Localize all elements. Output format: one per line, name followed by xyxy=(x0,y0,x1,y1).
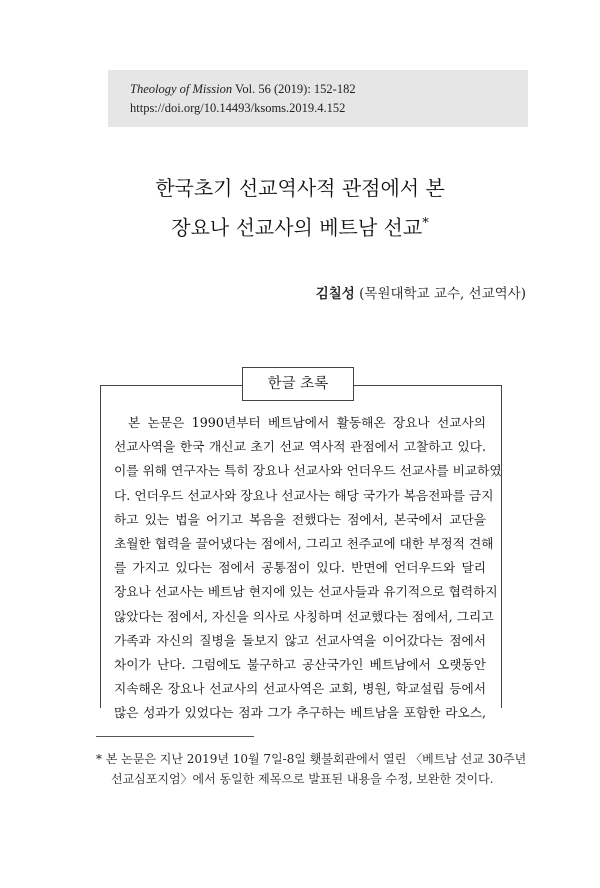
journal-name: Theology of Mission xyxy=(130,82,233,96)
abstract-line: 많은 성과가 있었다는 점과 그가 추구하는 베트남을 포함한 라오스, xyxy=(114,705,486,721)
journal-citation xyxy=(130,80,528,99)
title-line-1: 한국초기 선교역사적 관점에서 본 xyxy=(155,176,445,200)
abstract-line: 를 가지고 있다는 점에서 공통점이 있다. 반면에 언더우드와 달리 xyxy=(114,560,486,576)
abstract-line: 장요나 선교사는 베트남 현지에 있는 선교사들과 유기적으로 협력하지 xyxy=(114,584,498,600)
abstract-line: 본 논문은 1990년부터 베트남에서 활동해온 장요나 선교사의 xyxy=(128,415,486,430)
footnote-divider xyxy=(96,736,254,737)
title-footnote-marker[interactable]: * xyxy=(422,216,429,231)
abstract-line: 다. 언더우드 선교사와 장요나 선교사는 해당 국가가 복음전파를 금지 xyxy=(114,487,494,503)
title-line-2 xyxy=(0,206,600,246)
author-name: 김칠성 xyxy=(315,286,355,302)
journal-volume: Vol. 56 (2019): 152-182 xyxy=(232,82,356,96)
abstract-line: 초월한 협력을 끌어냈다는 점에서, 그리고 천주교에 대한 부정적 견해 xyxy=(114,535,494,551)
abstract-body xyxy=(114,411,502,721)
journal-doi[interactable]: https://doi.org/10.14493/ksoms.2019.4.152 xyxy=(130,101,346,115)
abstract-line: 지속해온 장요나 선교사의 선교사역은 교회, 병원, 학교설립 등에서 xyxy=(114,681,486,697)
journal-info-box xyxy=(108,70,528,127)
abstract-line: 선교사역을 한국 개신교 초기 선교 역사적 관점에서 고찰하고 있다. xyxy=(114,439,486,455)
abstract-line: 하고 있는 법을 어기고 복음을 전했다는 점에서, 본국에서 교단을 xyxy=(114,511,486,527)
author-line xyxy=(316,282,526,302)
abstract-line: 차이가 난다. 그럼에도 불구하고 공산국가인 베트남에서 오랫동안 xyxy=(114,656,486,672)
footnote-line-1: * 본 논문은 지난 2019년 10월 7일-8일 횃불회관에서 열린 〈베트남 선교 30주년 xyxy=(96,752,527,766)
abstract-line: 않았다는 점에서, 자신을 의사로 사칭하며 선교했다는 점에서, 그리고 xyxy=(114,608,494,624)
footnote xyxy=(96,749,527,789)
footnote-line-2: 선교심포지엄〉에서 동일한 제목으로 발표된 내용을 수정, 보완한 것이다. xyxy=(111,772,494,786)
abstract-line: 이를 위해 연구자는 특히 장요나 선교사와 언더우드 선교사를 비교하였 xyxy=(114,463,502,479)
paper-title xyxy=(0,170,600,246)
abstract-line: 가족과 자신의 질병을 돌보지 않고 선교사역을 이어갔다는 점에서 xyxy=(114,632,486,648)
abstract-heading: 한글 초록 xyxy=(242,367,354,401)
author-affiliation: (목원대학교 교수, 선교역사) xyxy=(354,286,526,302)
title-line-2-text: 장요나 선교사의 베트남 선교 xyxy=(171,215,423,240)
